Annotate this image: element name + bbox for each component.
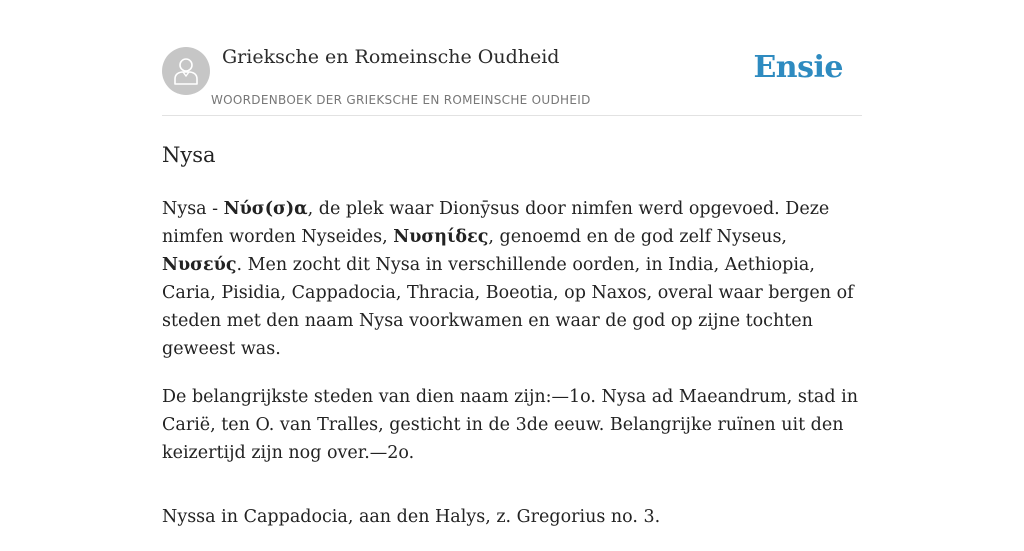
greek-term-nyseus: Νυσεύς (162, 255, 237, 275)
text-segment: Nysa - (162, 199, 224, 219)
text-segment: . Men zocht dit Nysa in verschillende oorden, in India, Aethiopia, Caria, Pisidia, Cappadocia, Thracia, Boeotia, op Naxos, overal waar bergen of steden met den naam Nysa voorkwamen en waar de god op zijne tochten geweest was. (162, 255, 854, 359)
spacer (162, 487, 862, 503)
brand-logo[interactable]: Ensie (753, 50, 843, 85)
text-segment: , genoemd en de god zelf Nyseus, (488, 227, 787, 247)
user-icon (172, 56, 200, 86)
avatar[interactable] (162, 47, 210, 95)
site-subtitle: WOORDENBOEK DER GRIEKSCHE EN ROMEINSCHE OUDHEID (211, 93, 591, 107)
paragraph-2: De belangrijkste steden van dien naam zijn:—1o. Nysa ad Maeandrum, stad in Carië, ten O. van Tralles, gesticht in de 3de eeuw. Belangrijke ruïnen uit den keizertijd zijn nog over.—2o. (162, 387, 858, 463)
paragraph-3: Nyssa in Cappadocia, aan den Halys, z. Gregorius no. 3. (162, 507, 661, 527)
site-title[interactable]: Grieksche en Romeinsche Oudheid (222, 46, 560, 68)
site-header (162, 40, 862, 116)
greek-term-nysa: Νύσ(σ)α (223, 199, 308, 219)
text-segment: , de plek waar Dionȳsus door nimfen werd opgevoed. Deze nimfen worden Nyseides, (162, 199, 830, 247)
greek-term-nyseides: Νυσηίδες (393, 227, 489, 247)
article (162, 140, 862, 551)
article-title: Nysa (162, 143, 216, 167)
paragraph-1 (162, 195, 862, 363)
